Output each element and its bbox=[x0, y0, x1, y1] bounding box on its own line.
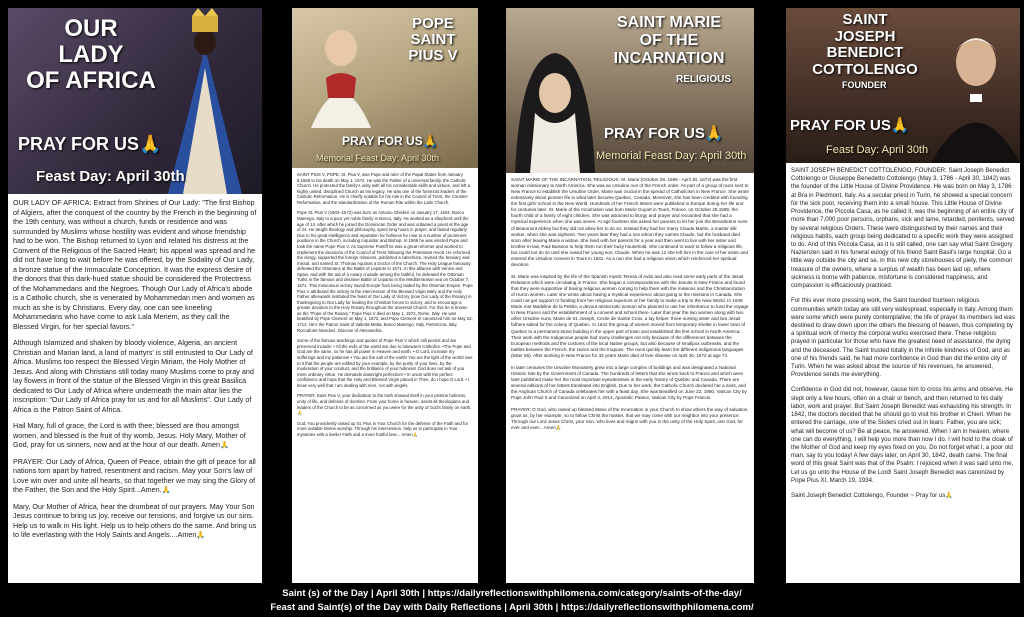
title-line: SAINT MARIE bbox=[617, 14, 721, 31]
paragraph: SAINT MARIE OF THE INCARNATION, RELIGIOUS: St. Marie (October 28, 1599 - April 30, 1672) was the first woman missionary to North America. She was an Ursuline nun of the French order. As part of a group of nuns sent to New France to establish the Ursuline Order, Marie was crucial in the spread of Catholicism in New France. She wrote extensively about pioneer life in what later became Quebec, Canada. Moreover, she has been credited with founding the first girls' school in the New World. Hundreds of her French letters were published in Europe during her life and for centuries later. St. Marie of the Incarnation was born Marie Guyart in Tours, France, on October 28,1599, the fourth child of a family of eight children. She was attracted to liturgy and prayer and recounted that she had a mystical experience when she was seven. At age fourteen she asked her parents to let her join the Benedictine nuns of Beaumont Abbey but they did not allow her to do so. Instead they had her marry Claude Martin, a master silk worker, when she was eighteen. Two years later they had a son whom they names Claude, but the husband died soon after leaving Marie a widow. She lived with her parents for a year and then went to live with her sister and brother-in-law, Paul Buisson to help them run their busy household. She continued to want to follow a religious life, but could not do so until she raised her young son, Claude. When he was 12 she left him in the care of her sister and entered the Ursuline convent in Tours in 1631. As a nun she had a religious vision which reinforced her spiritual devotion. bbox=[511, 177, 749, 267]
hero-image bbox=[8, 8, 262, 194]
paragraph: Mary, Our Mother of Africa, hear the drumbeat of our prayers. May Your Son Jesus continue to bring us joy, receive our tensions, and forgive us our sins. Help us to walk in His light. Help us to help others do the same. And bring us to life everlasting with the Holy Saints and Angels....Amen🙏 bbox=[13, 501, 257, 539]
hero-title bbox=[16, 16, 166, 94]
feast-day: Memorial Feast Day: April 30th bbox=[316, 153, 440, 163]
paragraph: Pope St. Pius V (1504–1572) was born as Antonio Ghislieri on January 17, 1504, Bosco Marengo, Italy to a poor yet noble family in Bosco, Italy. He worked as a shepherd until the age of 14, after which he joined the Dominican Order and was ordained a priest at the age of 24. He taught theology and philosophy, spent long hours in prayer, and fasted regularly. Due to his great intelligence and reputation for holiness he rose to a number of prominent positions in the Church, including Inquisitor and Bishop. In 1566 he was elected Pope and took the name Pope Pius V. As Supreme Pontiff he was a great reformer and worked to implement the decisions of the Council of Trent following the Protestant revolt. He reformed the clergy, supported the foreign missions, published a catechism, revised the breviary and missal, and named St. Thomas Aquinas a Doctor of the Church. The Holy League famously defeated the Ottomans at the Battle of Lepanto in 1571. In this alliance with Venice and Spain, and with the aid of a rosary crusade among the faithful, he defeated the Ottoman Turks in the famous and decisive Battle of Lepanto in the Mediterranean sea on October 7, 1571. This miraculous victory saved Europe from being raided by the Ottoman Empire. Pope Pius V attributed the victory to the intercession of the Blessed Virgin Mary and the Holy Father afterwards instituted the feast of Our Lady of Victory (now Our Lady of the Rosary) in thanksgiving to Our Lady for leading the Christian forces to victory, and to encourage a greater devotion to the Holy Rosary throughout the universal Church. For this he is known as the "Pope of the Rosary." Pope Pius V died on May 1, 1572, Rome, Italy. He was beatified by Pope Clement on May 1, 1672, and Pope Clement XI canonized him on May 22, 1712. He's the Patron Saint of Valletta-Malta, Bosco Marengo, Italy, Pietrelcina, Italy, Roccaforte Mondovì, Diocese of Alessandria. bbox=[297, 210, 473, 333]
paragraph: Although Islamized and shaken by bloody violence, Algeria, an ancient Christian and Marian land, a land of martyrs' is still entrusted to Our Lady of Africa. Muslims too respect the Blessed Virgin Miriam, the Holy Mother of Jesus. And along with Christians still today many Muslims come to pray and lay flowers in front of the statue of the Blessed Virgin in this great Basilica dedicated to Our Lady of Africa where underneath the main altar lies the inscription: "Our Lady of Africa pray for us and for all Muslims". Our Lady of Africa is the Patron Saint of Africa. bbox=[13, 338, 254, 414]
feast-day: Memorial Feast Day: April 30th bbox=[596, 150, 747, 162]
paragraph: OUR LADY OF AFRICA: Extract from Shrines of Our Lady: "The first Bishop of Algiers, after the conquest of the country by the French in the beginning of the 19th century, was without a church, funds or residence and was surrounded by Muslims whose hostility was evident and whose friendship had to be won. The Bishop returned to Lyon and related his distress at the Convent of the Religious of the Sacred Heart; his appeal was spread and he did not have long to wait before he was offered, by the Sodality of Our Lady, a bronze statue of the Immaculate Conception. It was the express desire of the donors that this dark-hued statue should be considered the Protectress of the Mohammedans and the Negroes. Though Our Lady of Africa's abode is a Catholic church, she is venerated by Mohammedan men and women as much as she is by Christians. Every day, one can see kneeling Mohammedans who have come to ask Lala Meriem, as they call the Blessed Virgin, for her special favors." bbox=[13, 198, 257, 331]
paragraph: God, You providently raised up St. Pius in Your Church for the defense of the Faith and for more suitable Divine worship. Through his intercession, help us to participate in Your mysteries with a livelier Faith and a more fruitful love... Amen🙏 bbox=[297, 420, 469, 437]
pray-for-us: PRAY FOR US🙏 bbox=[790, 117, 910, 134]
caption-line-2: Feast and Saint(s) of the Day with Daily Reflections | April 30th | https://dailyreflectionswithphilomena.com/ bbox=[270, 602, 754, 613]
paragraph: St. Marie was inspired by the life of the Spanish mystic Teresa of Avila and also read some early parts of the Jesuit Relations which were circulating in France. She began a correspondence with the Jesuits in New France and found that they were supportive of having religious women coming to help them with the missions and the Christianization of Huron women. Later she wrote about having a mystical experience about going to the missions in Canada. She could not get support or funding from her religious superiors or her family to make a trip to the New World. In 1639 Marie met Madeline de la Peltrie, a devout aristocratic woman who planned to use her inheritance to fund the voyage to New France and the establishment of a convent and school there. Later that year the two women along with two other Ursuline nuns, Marie de St. Joseph, Cecile de Sainte Croix, a lay helper, three nursing sister and two Jesuit fathers sailed for the colony of Quebec. In 1642 the group of women moved from temporary shelter in lower town of Quebec to a permanent stone building in the upper part of town and established the first school in North America. Their work with the Indigenous people had many challenges not only because of the differences between the European methods and the customs of the local Native groups, but also because of smallpox outbreaks, and the battles between the French, the Huron and the Iroquois. The nuns quickly learn the different Indigenous languages (letter 56). After working in New France for 33 years Marie died of liver disease on April 30, 1672 at age 72. bbox=[511, 273, 749, 358]
hero-title bbox=[390, 16, 476, 63]
paragraph: PRAYER: O God, who raised up blessed Marie of the Incarnation in your Church to show others the way of salvation, grant us, by her example, so to follow Christ the master, that we may come with our neighbor into your presence. Through our Lord Jesus Christ, your Son, who lives and reigns with you in the unity of the Holy Spirit, one God, for ever and ever... Amen🙏 bbox=[511, 407, 749, 431]
paragraph: Some of the famous teachings and quotes of Pope Pius V which still persist and are preserved include: • All the evils of the world are due to lukewarm Catholics. •The Pope and God are the same, so he has all power in Heaven and earth. • O Lord, increase my sufferings and my patience! • You are the salt of the earth! You are the light of the world! See to it that the people are edified by your example, by the purity of your lives, by the moderation of your conduct, and the brilliance of your holiness! God does not ask of you mere ordinary virtue. He demands downright perfection! • In union with the perfect confidence and hope that the Holy and Blessed Virgin placed in Thee, do I hope O Lord. • I know very well that I am dealing with men, not with angels. bbox=[297, 338, 473, 388]
title-line: INCARNATION bbox=[613, 49, 725, 67]
title-line: POPE bbox=[412, 15, 454, 32]
panel-saint-joseph-benedict-cottolengo bbox=[786, 8, 1020, 583]
paragraph: For this ever more pressing work, the Saint founded fourteen religious communities which today are still very widespread, especially in Italy. Among them were some which were purely contemplative; the life of prayer its members led was destined to draw down upon the others the blessing of heaven, thus completing by a spiritual work of mercy the corporal works exercised there. These religious prayed in particular for those who have the greatest need of assistance, the dying and the deceased. The Saint trusted totally in the infinite kindness of God, and as one of his friends said, he had more confidence in God than did the entire city of Turin. When he was asked about the source of his revenues, he answered, Providence sends me everything. bbox=[791, 297, 1015, 379]
title-line: OUR bbox=[64, 15, 118, 42]
title-line: OF THE bbox=[639, 31, 699, 49]
paragraph: SAINT JOSEPH BENEDICT COTTOLENGO, FOUNDER: Saint Joseph Benedict Cottolengo or Giuseppe Benedetto Cottolengo (May 3, 1786 - April 30, 1842) was the founder of the Little House of Divine Providence. He was born on May 3, 1786 at Bra in Piedmont, Italy. As a secular priest in Turin, he showed a special concern for the sick poor, receiving them into a small house. This Little House of Divine Providence, the Piccola Casa, as he called it, was the beginning of an entire city of more than 7,000 poor persons, orphans, sick and lame, retarded, penitents, served by several religious Orders. These were distinguished by their names and their religious habits, each group being dedicated to a specific work they were assigned to do. And of this Piccola Casa, as it is still called, one can say what Saint Gregory Nazienzen said in his funeral eulogy of his friend Saint Basil's large hospital: Go a little way outside the city and se, in this new city storehouses of piety, the common treasure of the owners, where a surplus of wealth has been laid up, where sickness is borne with patience, misfortune is considered happiness, and compassion is efficaciously practiced. bbox=[791, 167, 1015, 290]
hero-title bbox=[790, 12, 940, 78]
paragraph: Saint Joseph Benedict Cottolengo, Founder ~ Pray for us🙏 bbox=[791, 492, 953, 500]
panel-saint-marie-of-the-incarnation bbox=[506, 8, 754, 583]
title-line: SAINT bbox=[410, 30, 456, 48]
hero-image bbox=[786, 8, 1020, 163]
paragraph: Confidence in God did not, however, cause him to cross his arms and observe. He slept only a few hours, often on a chair or bench, and then returned to his daily labor, work and prayer. But Saint Joseph Benedict was exhausting his strength. In 1842, the doctors decided that he should go to visit his brother in Chieri. When he entered the carriage, one of the Sisters cried out in tears: Father, you are sick; what will become of us? Be at peace, he answered. When I am in heaven, where one can do everything, I will help you more than now I do. I will hold to the cloak of the Mother of God and keep my eyes fixed on you. Do not forget what I, a poor old man, say to you today! A few days later, on April 30, 1842, death came. The final word of this great Saint was that of the Psalm: I rejoiced when it was said unto me, Let us go unto the House of the Lord! Saint Joseph Benedict was canonized by Pope Pius XI, March 19, 1934. bbox=[791, 386, 1014, 484]
hero-image bbox=[506, 8, 754, 173]
title-line: JOSEPH bbox=[834, 27, 896, 45]
title-line: COTTOLENGO bbox=[812, 60, 918, 78]
title-line: PIUS V bbox=[408, 46, 458, 64]
feast-day: Feast Day: April 30th bbox=[36, 168, 185, 185]
article-body bbox=[506, 173, 754, 441]
subtitle: FOUNDER bbox=[842, 80, 887, 90]
hero-image bbox=[292, 8, 478, 168]
hero-title bbox=[586, 14, 752, 68]
paragraph: PRAYER: Saint Pius V, your dedication to the truth showed itself in your pristine holiness, unity of life, and defense of doctrine. From your home in heaven, assist all theologians and leaders of the Church to be as concerned as you were for the unity of God's family on earth.🙏 bbox=[297, 393, 472, 416]
priest-figure-image bbox=[926, 22, 1020, 163]
caption-line-1: Saint (s) of the Day | April 30th | https://dailyreflectionswithphilomena.com/category/saints-of-the-day/ bbox=[282, 588, 742, 599]
feast-day: Feast Day: April 30th bbox=[826, 144, 929, 156]
title-line: LADY bbox=[58, 40, 124, 68]
paragraph: In later centuries the Ursuline Monastery grew into a large complex of buildings and was designated a National Historic Site by the Government of Canada. The hundreds of letters that she wrote back to France and which were later published make her the most important eyewitnesses in the early history of Quebec and Canada. There are several editions of her letters translated into English. Due to her work, the Catholic Church declared her a saint, and the Anglican Church of Canada celebrates her with a feast day. She was Beatified on June 22, 1980, Vatican City by Pope John Paul II and Canonized on April 3, 2014, Apostolic Palace, Vatican City by Pope Francis. bbox=[511, 364, 747, 401]
subtitle: RELIGIOUS bbox=[676, 74, 732, 85]
title-line: BENEDICT bbox=[826, 44, 904, 61]
pope-figure-image bbox=[296, 18, 386, 128]
pray-for-us: PRAY FOR US🙏 bbox=[604, 125, 724, 142]
panel-our-lady-of-africa bbox=[8, 8, 262, 583]
paragraph: PRAYER: Our Lady of Africa, Queen of Peace, obtain the gift of peace for all nations torn apart by hatred, resentment and racism. May your Son's law of Love win over and unite all hearts, so that together we may sing the Glory of the Father, the Son and the Holy Spirit...Amen.🙏 bbox=[13, 456, 256, 494]
pray-for-us: PRAY FOR US🙏 bbox=[342, 134, 438, 148]
article-body bbox=[786, 163, 1020, 511]
article-body bbox=[292, 168, 478, 446]
paragraph: SAINT PIUS V, POPE: St. Pius V, was Pope and ruler of the Papal States from January 8,1566 to his death on May 1, 1572. He was the Father of a universal family, the Catholic Church. He protected the family's unity with all his considerable skills and virtues, and left a highly united, disciplined Church as his legacy. He was one of the foremost leaders of the Catholic Reformation. He is chiefly notable for his role in the Council of Trent, the Counter-Reformation, and the standardization of the Roman Rite within the Latin Church. bbox=[297, 172, 471, 205]
panel-pope-saint-pius-v bbox=[292, 8, 478, 583]
article-body bbox=[8, 194, 262, 551]
paragraph: Hail Mary, full of grace, the Lord is with thee; blessed are thou amongst women, and blessed is the fruit of thy womb, Jesus. Holy Mary, Mother of God, pray for us sinners, now and at the hour of our death. Amen🙏 bbox=[13, 421, 246, 449]
title-line: OF AFRICA bbox=[26, 66, 156, 94]
pray-for-us: PRAY FOR US🙏 bbox=[18, 134, 162, 154]
title-line: SAINT bbox=[842, 11, 888, 28]
